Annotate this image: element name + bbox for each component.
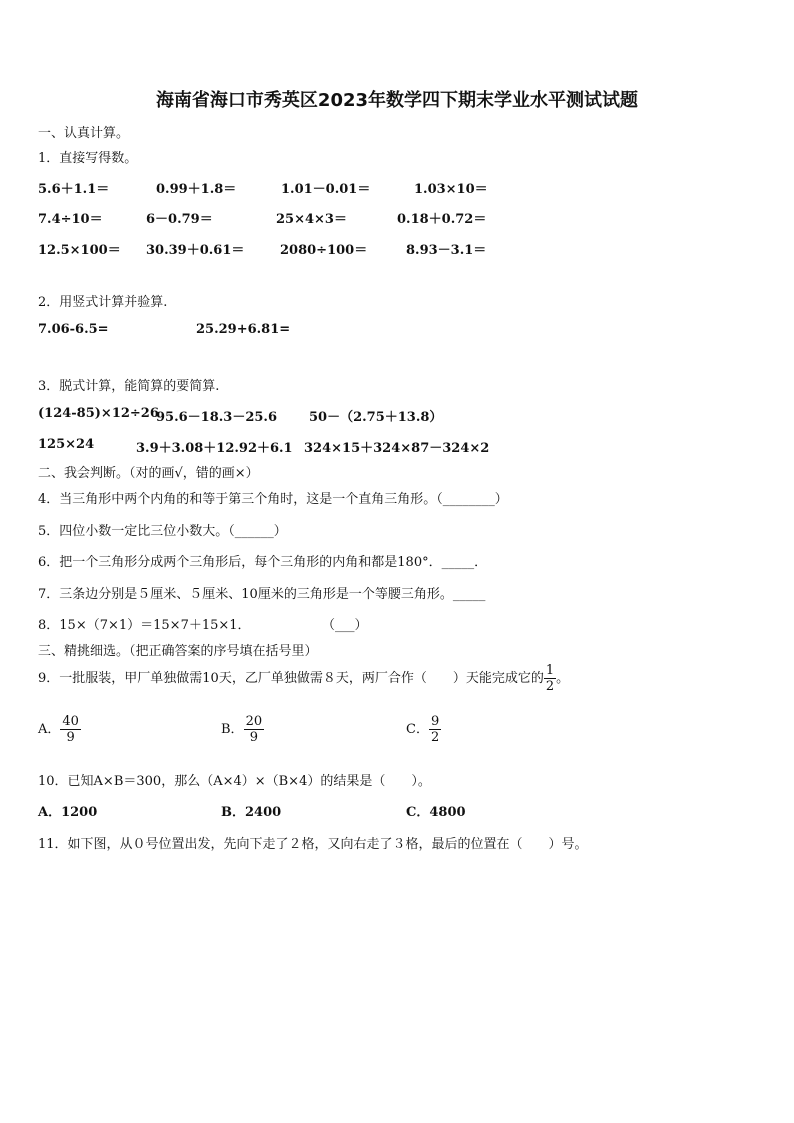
q1-item: 0.99＋1.8＝ — [156, 182, 237, 197]
section-heading-2: 二、我会判断。（对的画√，错的画×） — [38, 466, 259, 481]
q3-item: 324×15＋324×87－324×2 — [304, 441, 490, 456]
q1-item: 25×4×3＝ — [276, 212, 347, 227]
q1-item: 5.6＋1.1＝ — [38, 182, 110, 197]
option-label: B． — [221, 722, 244, 737]
q2-heading: 2．用竖式计算并验算. — [38, 295, 168, 310]
q1-item: 12.5×100＝ — [38, 243, 121, 258]
q3-item: 50－（2.75＋13.8） — [309, 410, 443, 425]
q3-item: 125×24 — [38, 437, 95, 452]
q9-fraction-denominator: 2 — [545, 679, 555, 694]
q3-heading: 3．脱式计算，能简算的要简算. — [38, 379, 220, 394]
option-denominator: 9 — [244, 729, 265, 745]
q1-item: 7.4÷10＝ — [38, 212, 103, 227]
option-fraction — [244, 714, 265, 745]
q8-blank: （___） — [322, 618, 368, 633]
option-numerator: 20 — [245, 714, 263, 729]
q11-text: 11．如下图，从０号位置出发，先向下走了２格，又向右走了３格，最后的位置在（ ）号。 — [38, 837, 588, 852]
q1-item: 8.93－3.1＝ — [406, 243, 487, 258]
option-fraction — [429, 714, 441, 745]
q10-option-b[interactable]: B．2400 — [221, 805, 282, 820]
q9-line — [38, 662, 569, 696]
q1-item: 2080÷100＝ — [280, 243, 368, 258]
q9-option-c[interactable] — [406, 713, 441, 747]
q4-text: 4．当三角形中两个内角的和等于第三个角时，这是一个直角三角形。（________） — [38, 492, 508, 507]
q10-text: 10．已知A×B＝300，那么（A×4）×（B×4）的结果是（ ）。 — [38, 774, 431, 789]
q3-item: 95.6－18.3－25.6 — [156, 410, 277, 425]
q1-item: 1.01－0.01＝ — [281, 182, 371, 197]
q9-option-a[interactable] — [38, 713, 81, 747]
q1-item: 0.18＋0.72＝ — [397, 212, 487, 227]
q9-end: 。 — [556, 671, 570, 686]
q9-fraction — [544, 663, 556, 694]
q9-option-b[interactable] — [221, 713, 264, 747]
option-numerator: 9 — [430, 714, 440, 729]
option-denominator: 9 — [60, 729, 81, 745]
option-denominator: 2 — [430, 730, 440, 745]
page-title: 海南省海口市秀英区2023年数学四下期末学业水平测试试题 — [155, 90, 639, 111]
q1-item: 6－0.79＝ — [146, 212, 213, 227]
q7-text: 7．三条边分别是５厘米、５厘米、10厘米的三角形是一个等腰三角形。_____ — [38, 587, 486, 602]
q10-option-a[interactable]: A．1200 — [38, 805, 98, 820]
option-label: C． — [406, 722, 429, 737]
q9-fraction-numerator: 1 — [545, 663, 555, 678]
q1-item: 1.03×10＝ — [414, 182, 488, 197]
q9-text: 9．一批服装，甲厂单独做需10天，乙厂单独做需８天，两厂合作（ ）天能完成它的 — [38, 671, 544, 686]
option-label: A． — [38, 722, 61, 737]
q8-text: 8．15×（7×1）＝15×7＋15×1． — [38, 618, 251, 633]
q2-item: 7.06-6.5= — [38, 322, 109, 337]
q3-item: (124-85)×12÷26 — [38, 406, 159, 421]
q1-heading: 1．直接写得数。 — [38, 151, 138, 166]
q6-text: 6．把一个三角形分成两个三角形后，每个三角形的内角和都是180°．_____． — [38, 555, 488, 570]
section-heading-3: 三、精挑细选。（把正确答案的序号填在括号里） — [38, 644, 318, 659]
q2-item: 25.29+6.81= — [196, 322, 291, 337]
q5-text: 5．四位小数一定比三位小数大。（______） — [38, 524, 287, 539]
q1-item: 30.39＋0.61＝ — [146, 243, 245, 258]
option-numerator: 40 — [62, 714, 79, 729]
section-heading-1: 一、认真计算。 — [38, 126, 130, 141]
option-fraction — [60, 714, 81, 745]
q3-item: 3.9＋3.08＋12.92＋6.1 — [136, 441, 293, 456]
q10-option-c[interactable]: C．4800 — [406, 805, 466, 820]
